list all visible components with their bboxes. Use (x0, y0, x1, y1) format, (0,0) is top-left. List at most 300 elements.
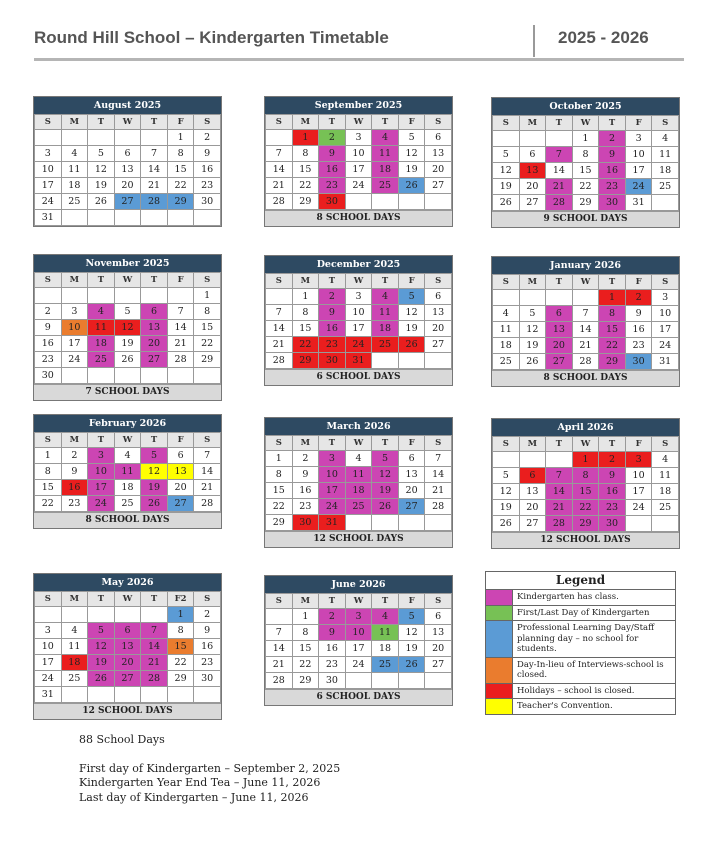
day-cell: 20 (519, 500, 546, 516)
day-cell: 24 (319, 499, 346, 515)
week-row (493, 147, 679, 163)
day-cell: 16 (625, 322, 652, 338)
week-row (35, 480, 221, 496)
weekday-header: M (292, 274, 319, 289)
day-cell: 6 (141, 304, 168, 320)
day-cell: 2 (194, 130, 221, 146)
day-cell: 26 (398, 657, 425, 673)
day-cell: 31 (625, 195, 652, 211)
day-cell: 5 (141, 448, 168, 464)
school-days-count: 9 SCHOOL DAYS (492, 211, 679, 227)
day-cell: 25 (652, 500, 679, 516)
weekday-header: S (425, 115, 452, 130)
weekday-header: W (345, 594, 372, 609)
weekday-header: F (398, 115, 425, 130)
day-cell: 10 (345, 625, 372, 641)
day-cell: 21 (167, 336, 194, 352)
weekday-header: F (625, 275, 652, 290)
day-cell: 22 (292, 337, 319, 353)
day-cell: 2 (319, 289, 346, 305)
day-cell: 14 (141, 162, 168, 178)
day-cell: 27 (141, 352, 168, 368)
day-cell: 22 (194, 336, 221, 352)
day-cell: 9 (194, 146, 221, 162)
week-row (266, 609, 452, 625)
day-cell: 12 (398, 146, 425, 162)
weekday-header: S (425, 274, 452, 289)
day-cell: 20 (398, 483, 425, 499)
day-cell: 2 (599, 452, 626, 468)
day-cell (61, 607, 88, 623)
day-cell: 31 (345, 353, 372, 369)
day-cell: 29 (266, 515, 293, 531)
day-cell: 9 (599, 147, 626, 163)
week-row (35, 687, 221, 703)
day-cell: 27 (425, 337, 452, 353)
weekday-header: M (519, 275, 546, 290)
day-cell: 1 (35, 448, 62, 464)
day-cell: 19 (493, 179, 520, 195)
day-cell: 7 (141, 623, 168, 639)
week-row (266, 467, 452, 483)
day-cell: 16 (194, 162, 221, 178)
day-cell: 1 (167, 607, 194, 623)
day-cell: 17 (35, 655, 62, 671)
day-cell: 30 (292, 515, 319, 531)
day-cell: 23 (319, 178, 346, 194)
day-cell: 7 (266, 625, 293, 641)
day-cell (114, 288, 141, 304)
day-cell (167, 687, 194, 703)
notes (79, 733, 340, 805)
weekday-header: T (372, 436, 399, 451)
day-cell: 7 (141, 146, 168, 162)
weekday-header: S (652, 437, 679, 452)
day-cell: 3 (625, 131, 652, 147)
day-cell (114, 130, 141, 146)
weekday-header: S (194, 592, 221, 607)
week-row (266, 178, 452, 194)
school-days-count: 8 SCHOOL DAYS (34, 512, 221, 528)
day-cell: 29 (599, 354, 626, 370)
day-cell (425, 515, 452, 531)
day-cell: 15 (35, 480, 62, 496)
day-cell: 22 (35, 496, 62, 512)
day-cell: 9 (625, 306, 652, 322)
day-cell: 5 (88, 623, 115, 639)
day-cell: 16 (319, 321, 346, 337)
day-cell (141, 368, 168, 384)
day-cell: 15 (572, 163, 599, 179)
day-cell: 20 (167, 480, 194, 496)
weekday-header: T (141, 592, 168, 607)
day-cell: 29 (167, 671, 194, 687)
day-cell: 25 (114, 496, 141, 512)
day-cell: 7 (546, 147, 573, 163)
week-row (35, 655, 221, 671)
month-title: February 2026 (34, 415, 221, 432)
day-cell: 16 (319, 641, 346, 657)
day-cell: 4 (372, 289, 399, 305)
week-row (493, 179, 679, 195)
month-calendar (264, 575, 453, 706)
day-cell: 19 (372, 483, 399, 499)
day-cell: 23 (599, 500, 626, 516)
day-cell: 28 (425, 499, 452, 515)
legend-swatch (486, 606, 513, 621)
week-row (266, 162, 452, 178)
month-title: June 2026 (265, 576, 452, 593)
day-cell: 27 (114, 671, 141, 687)
day-cell: 1 (266, 451, 293, 467)
day-cell: 6 (425, 130, 452, 146)
day-cell: 4 (372, 609, 399, 625)
day-cell: 26 (493, 516, 520, 532)
legend-item (486, 699, 675, 714)
legend-label: Kindergarten has class. (517, 592, 619, 602)
weekday-header: S (493, 437, 520, 452)
day-cell: 10 (61, 320, 88, 336)
day-cell: 21 (266, 337, 293, 353)
day-cell: 14 (266, 321, 293, 337)
weekday-header: S (35, 115, 62, 130)
day-cell (167, 288, 194, 304)
day-cell: 22 (167, 178, 194, 194)
day-cell: 13 (519, 163, 546, 179)
day-cell: 2 (625, 290, 652, 306)
day-cell: 6 (519, 147, 546, 163)
day-cell: 11 (652, 468, 679, 484)
day-cell (88, 288, 115, 304)
day-cell: 20 (141, 336, 168, 352)
day-cell: 2 (319, 609, 346, 625)
day-cell: 12 (398, 625, 425, 641)
legend-swatch (486, 590, 513, 605)
day-cell: 30 (319, 353, 346, 369)
weekday-header: T (319, 594, 346, 609)
week-row (35, 288, 221, 304)
day-cell: 26 (519, 354, 546, 370)
day-cell: 14 (141, 639, 168, 655)
day-cell: 12 (398, 305, 425, 321)
day-cell: 28 (266, 673, 293, 689)
day-cell: 19 (398, 321, 425, 337)
day-cell: 13 (141, 320, 168, 336)
day-cell: 17 (625, 163, 652, 179)
weekday-header: W (114, 115, 141, 130)
weekday-header: M (292, 115, 319, 130)
weekday-header: T (599, 437, 626, 452)
day-cell: 3 (652, 290, 679, 306)
day-cell: 26 (372, 499, 399, 515)
day-cell (372, 194, 399, 210)
day-cell: 9 (319, 625, 346, 641)
day-cell: 17 (345, 641, 372, 657)
day-cell: 2 (61, 448, 88, 464)
weekday-header: T (88, 115, 115, 130)
week-row (266, 499, 452, 515)
day-cell: 6 (398, 451, 425, 467)
day-cell: 15 (292, 321, 319, 337)
day-cell: 26 (398, 178, 425, 194)
day-cell: 2 (599, 131, 626, 147)
day-cell: 20 (114, 655, 141, 671)
day-cell: 1 (167, 130, 194, 146)
day-cell: 26 (88, 671, 115, 687)
week-row (493, 306, 679, 322)
day-cell: 28 (141, 671, 168, 687)
week-row (35, 352, 221, 368)
day-cell (425, 353, 452, 369)
day-cell: 7 (266, 305, 293, 321)
day-cell: 8 (292, 625, 319, 641)
day-cell: 26 (114, 352, 141, 368)
weekday-header: T (372, 115, 399, 130)
week-row (266, 657, 452, 673)
month-calendar (264, 255, 453, 386)
day-cell: 16 (292, 483, 319, 499)
day-cell: 9 (194, 623, 221, 639)
day-cell: 11 (372, 146, 399, 162)
day-cell: 23 (292, 499, 319, 515)
day-cell: 26 (88, 194, 115, 210)
day-cell: 1 (292, 130, 319, 146)
legend-item (486, 606, 675, 622)
day-cell: 4 (652, 452, 679, 468)
school-days-count: 6 SCHOOL DAYS (265, 369, 452, 385)
day-cell: 23 (35, 352, 62, 368)
day-cell: 3 (319, 451, 346, 467)
day-cell: 25 (493, 354, 520, 370)
day-cell: 9 (292, 467, 319, 483)
day-cell: 26 (398, 337, 425, 353)
day-cell (266, 130, 293, 146)
day-cell: 27 (519, 516, 546, 532)
day-cell (372, 515, 399, 531)
day-cell: 15 (266, 483, 293, 499)
day-cell: 2 (194, 607, 221, 623)
day-cell: 14 (572, 322, 599, 338)
day-cell: 8 (292, 305, 319, 321)
day-cell: 29 (292, 673, 319, 689)
day-cell: 31 (319, 515, 346, 531)
month-calendar (33, 254, 222, 401)
day-cell (35, 288, 62, 304)
legend-label: Professional Learning Day/Staff planning day – no school for students. (517, 623, 655, 654)
weekday-header: S (35, 273, 62, 288)
legend-item (486, 658, 675, 684)
day-cell: 21 (572, 338, 599, 354)
month-calendar (33, 96, 222, 227)
day-cell (425, 194, 452, 210)
day-cell: 2 (319, 130, 346, 146)
week-row (493, 516, 679, 532)
day-cell (398, 515, 425, 531)
day-cell: 8 (572, 147, 599, 163)
weekday-header: F (167, 433, 194, 448)
day-cell: 3 (625, 452, 652, 468)
weekday-header: T (141, 433, 168, 448)
day-cell: 10 (35, 639, 62, 655)
day-cell: 13 (114, 639, 141, 655)
weekday-header: W (345, 115, 372, 130)
week-row (493, 452, 679, 468)
week-row (35, 146, 221, 162)
weekday-header: T (319, 274, 346, 289)
day-cell: 10 (35, 162, 62, 178)
legend-item (486, 684, 675, 700)
weekday-header: F (398, 594, 425, 609)
day-cell: 21 (425, 483, 452, 499)
day-cell: 1 (599, 290, 626, 306)
day-cell: 29 (292, 194, 319, 210)
legend-swatch (486, 684, 513, 699)
day-cell: 8 (292, 146, 319, 162)
day-cell: 4 (114, 448, 141, 464)
month-title: January 2026 (492, 257, 679, 274)
day-cell (88, 607, 115, 623)
week-row (493, 290, 679, 306)
day-cell: 27 (546, 354, 573, 370)
week-row (266, 515, 452, 531)
week-row (266, 353, 452, 369)
week-row (493, 500, 679, 516)
day-cell: 24 (625, 179, 652, 195)
week-row (493, 338, 679, 354)
weekday-header: M (61, 115, 88, 130)
day-cell: 18 (61, 655, 88, 671)
weekday-header: T (88, 433, 115, 448)
day-cell: 23 (194, 655, 221, 671)
day-cell (345, 194, 372, 210)
week-row (266, 483, 452, 499)
day-cell (266, 609, 293, 625)
school-year: 2025 - 2026 (558, 28, 649, 47)
day-cell: 21 (141, 655, 168, 671)
day-cell: 27 (114, 194, 141, 210)
day-cell: 13 (114, 162, 141, 178)
day-cell: 31 (35, 210, 62, 226)
day-cell: 16 (599, 163, 626, 179)
legend-label: Day-In-lieu of Interviews-school is closed. (517, 659, 664, 680)
week-row (35, 623, 221, 639)
day-cell: 8 (167, 623, 194, 639)
weekday-header: S (266, 274, 293, 289)
day-cell (425, 673, 452, 689)
day-cell: 13 (546, 322, 573, 338)
day-cell: 6 (114, 146, 141, 162)
school-days-count: 8 SCHOOL DAYS (492, 370, 679, 386)
day-cell: 7 (194, 448, 221, 464)
day-cell: 13 (425, 146, 452, 162)
month-title: May 2026 (34, 574, 221, 591)
day-cell: 20 (425, 641, 452, 657)
legend (485, 571, 676, 715)
day-cell: 28 (141, 194, 168, 210)
day-cell: 30 (625, 354, 652, 370)
note-year-end-tea: Kindergarten Year End Tea – June 11, 2026 (79, 776, 321, 789)
day-cell: 14 (266, 641, 293, 657)
day-cell: 20 (546, 338, 573, 354)
weekday-header: S (35, 592, 62, 607)
day-cell: 18 (372, 321, 399, 337)
day-cell (398, 353, 425, 369)
weekday-header: W (572, 116, 599, 131)
day-cell: 18 (114, 480, 141, 496)
day-cell: 13 (425, 625, 452, 641)
day-cell (345, 515, 372, 531)
day-cell: 17 (625, 484, 652, 500)
day-cell: 1 (572, 131, 599, 147)
week-row (35, 671, 221, 687)
day-cell: 9 (61, 464, 88, 480)
day-cell: 18 (345, 483, 372, 499)
day-cell: 24 (35, 194, 62, 210)
day-cell: 28 (266, 353, 293, 369)
week-row (35, 304, 221, 320)
week-row (35, 448, 221, 464)
day-cell (652, 195, 679, 211)
day-cell: 30 (319, 673, 346, 689)
day-cell: 4 (345, 451, 372, 467)
day-cell: 16 (319, 162, 346, 178)
day-cell: 19 (493, 500, 520, 516)
day-cell: 12 (519, 322, 546, 338)
day-cell: 19 (114, 336, 141, 352)
day-cell: 24 (88, 496, 115, 512)
day-cell: 22 (292, 657, 319, 673)
day-cell: 15 (599, 322, 626, 338)
day-cell: 25 (372, 337, 399, 353)
week-row (266, 321, 452, 337)
day-cell: 24 (35, 671, 62, 687)
day-cell: 14 (546, 163, 573, 179)
weekday-header: S (194, 115, 221, 130)
day-cell: 12 (114, 320, 141, 336)
day-cell (141, 607, 168, 623)
day-cell: 20 (519, 179, 546, 195)
day-cell (141, 130, 168, 146)
note-first-day: First day of Kindergarten – September 2, 2025 (79, 761, 341, 775)
day-cell: 4 (88, 304, 115, 320)
day-cell (519, 290, 546, 306)
day-cell: 31 (652, 354, 679, 370)
day-cell: 26 (141, 496, 168, 512)
day-cell: 6 (114, 623, 141, 639)
day-cell: 21 (266, 178, 293, 194)
day-cell: 17 (652, 322, 679, 338)
day-cell (114, 607, 141, 623)
day-cell: 3 (345, 130, 372, 146)
weekday-header: S (266, 436, 293, 451)
weekday-header: S (35, 433, 62, 448)
day-cell: 1 (292, 609, 319, 625)
weekday-header: T (141, 273, 168, 288)
day-cell (372, 673, 399, 689)
day-cell: 10 (652, 306, 679, 322)
day-cell: 6 (519, 468, 546, 484)
day-cell: 21 (266, 657, 293, 673)
legend-label: Holidays – school is closed. (517, 685, 635, 696)
week-row (493, 195, 679, 211)
day-cell: 19 (519, 338, 546, 354)
day-cell: 17 (319, 483, 346, 499)
weekday-header: M (61, 592, 88, 607)
day-cell: 3 (35, 623, 62, 639)
day-cell: 18 (88, 336, 115, 352)
day-cell: 21 (141, 178, 168, 194)
day-cell: 26 (493, 195, 520, 211)
